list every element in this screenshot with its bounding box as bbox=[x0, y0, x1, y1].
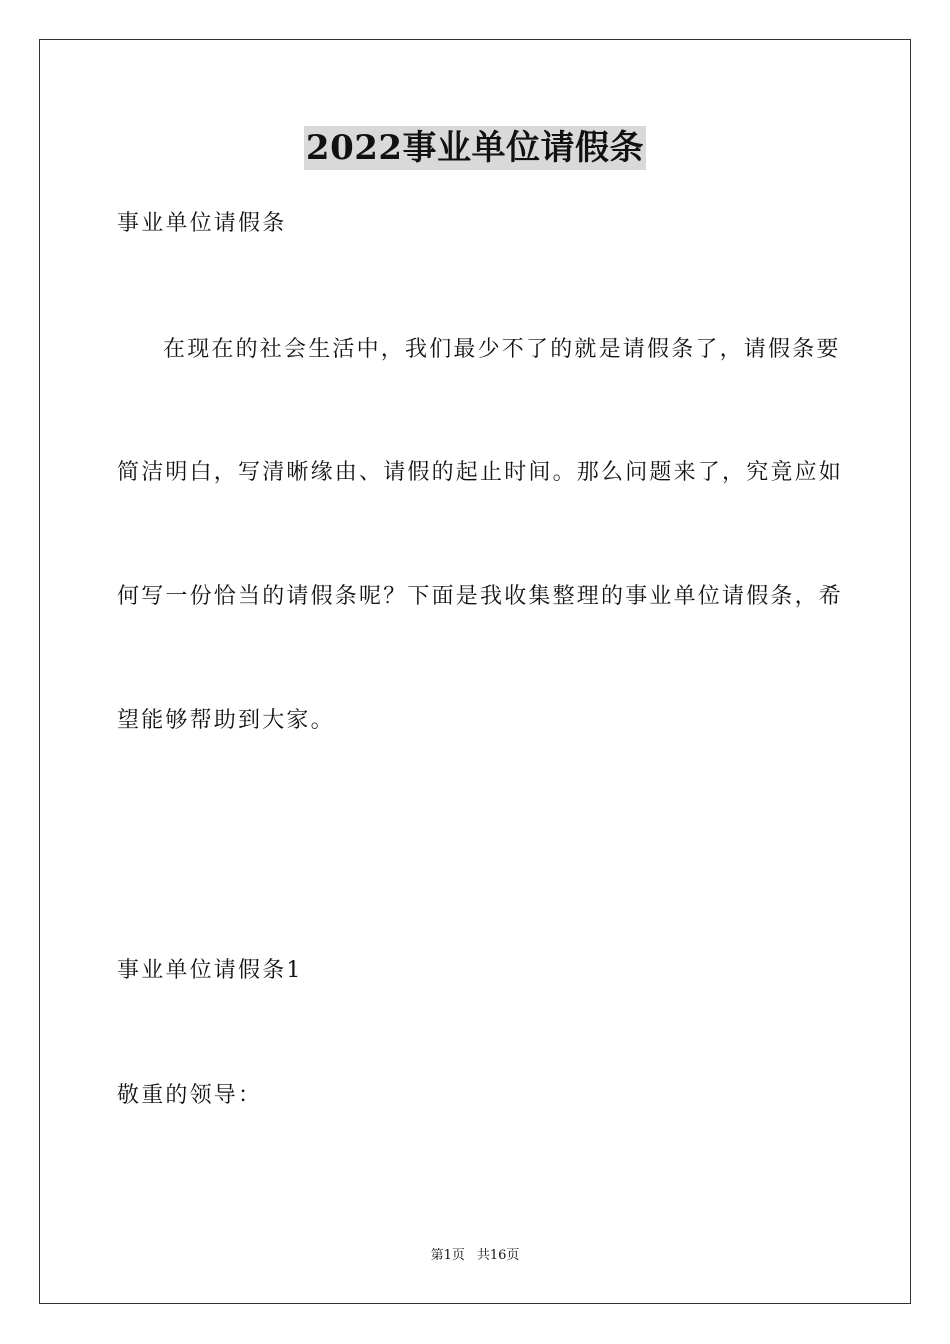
page-footer bbox=[0, 1247, 950, 1265]
page-total: 共16页 bbox=[476, 1248, 520, 1263]
document-subtitle: 事业单位请假条 bbox=[117, 211, 287, 236]
title-container bbox=[0, 126, 950, 170]
document-title: 2022事业单位请假条 bbox=[305, 128, 645, 168]
intro-line-3: 何写一份恰当的请假条呢？下面是我收集整理的事业单位请假条，希 bbox=[117, 584, 844, 609]
intro-line-4: 望能够帮助到大家。 bbox=[117, 708, 335, 733]
section-heading: 事业单位请假条1 bbox=[117, 958, 303, 983]
salutation: 敬重的领导： bbox=[117, 1083, 263, 1108]
page-number: 第1页 bbox=[430, 1248, 465, 1263]
intro-line-2: 简洁明白，写清晰缘由、请假的起止时间。那么问题来了，究竟应如 bbox=[117, 460, 844, 485]
intro-line-1: 在现在的社会生活中，我们最少不了的就是请假条了，请假条要 bbox=[163, 337, 841, 362]
